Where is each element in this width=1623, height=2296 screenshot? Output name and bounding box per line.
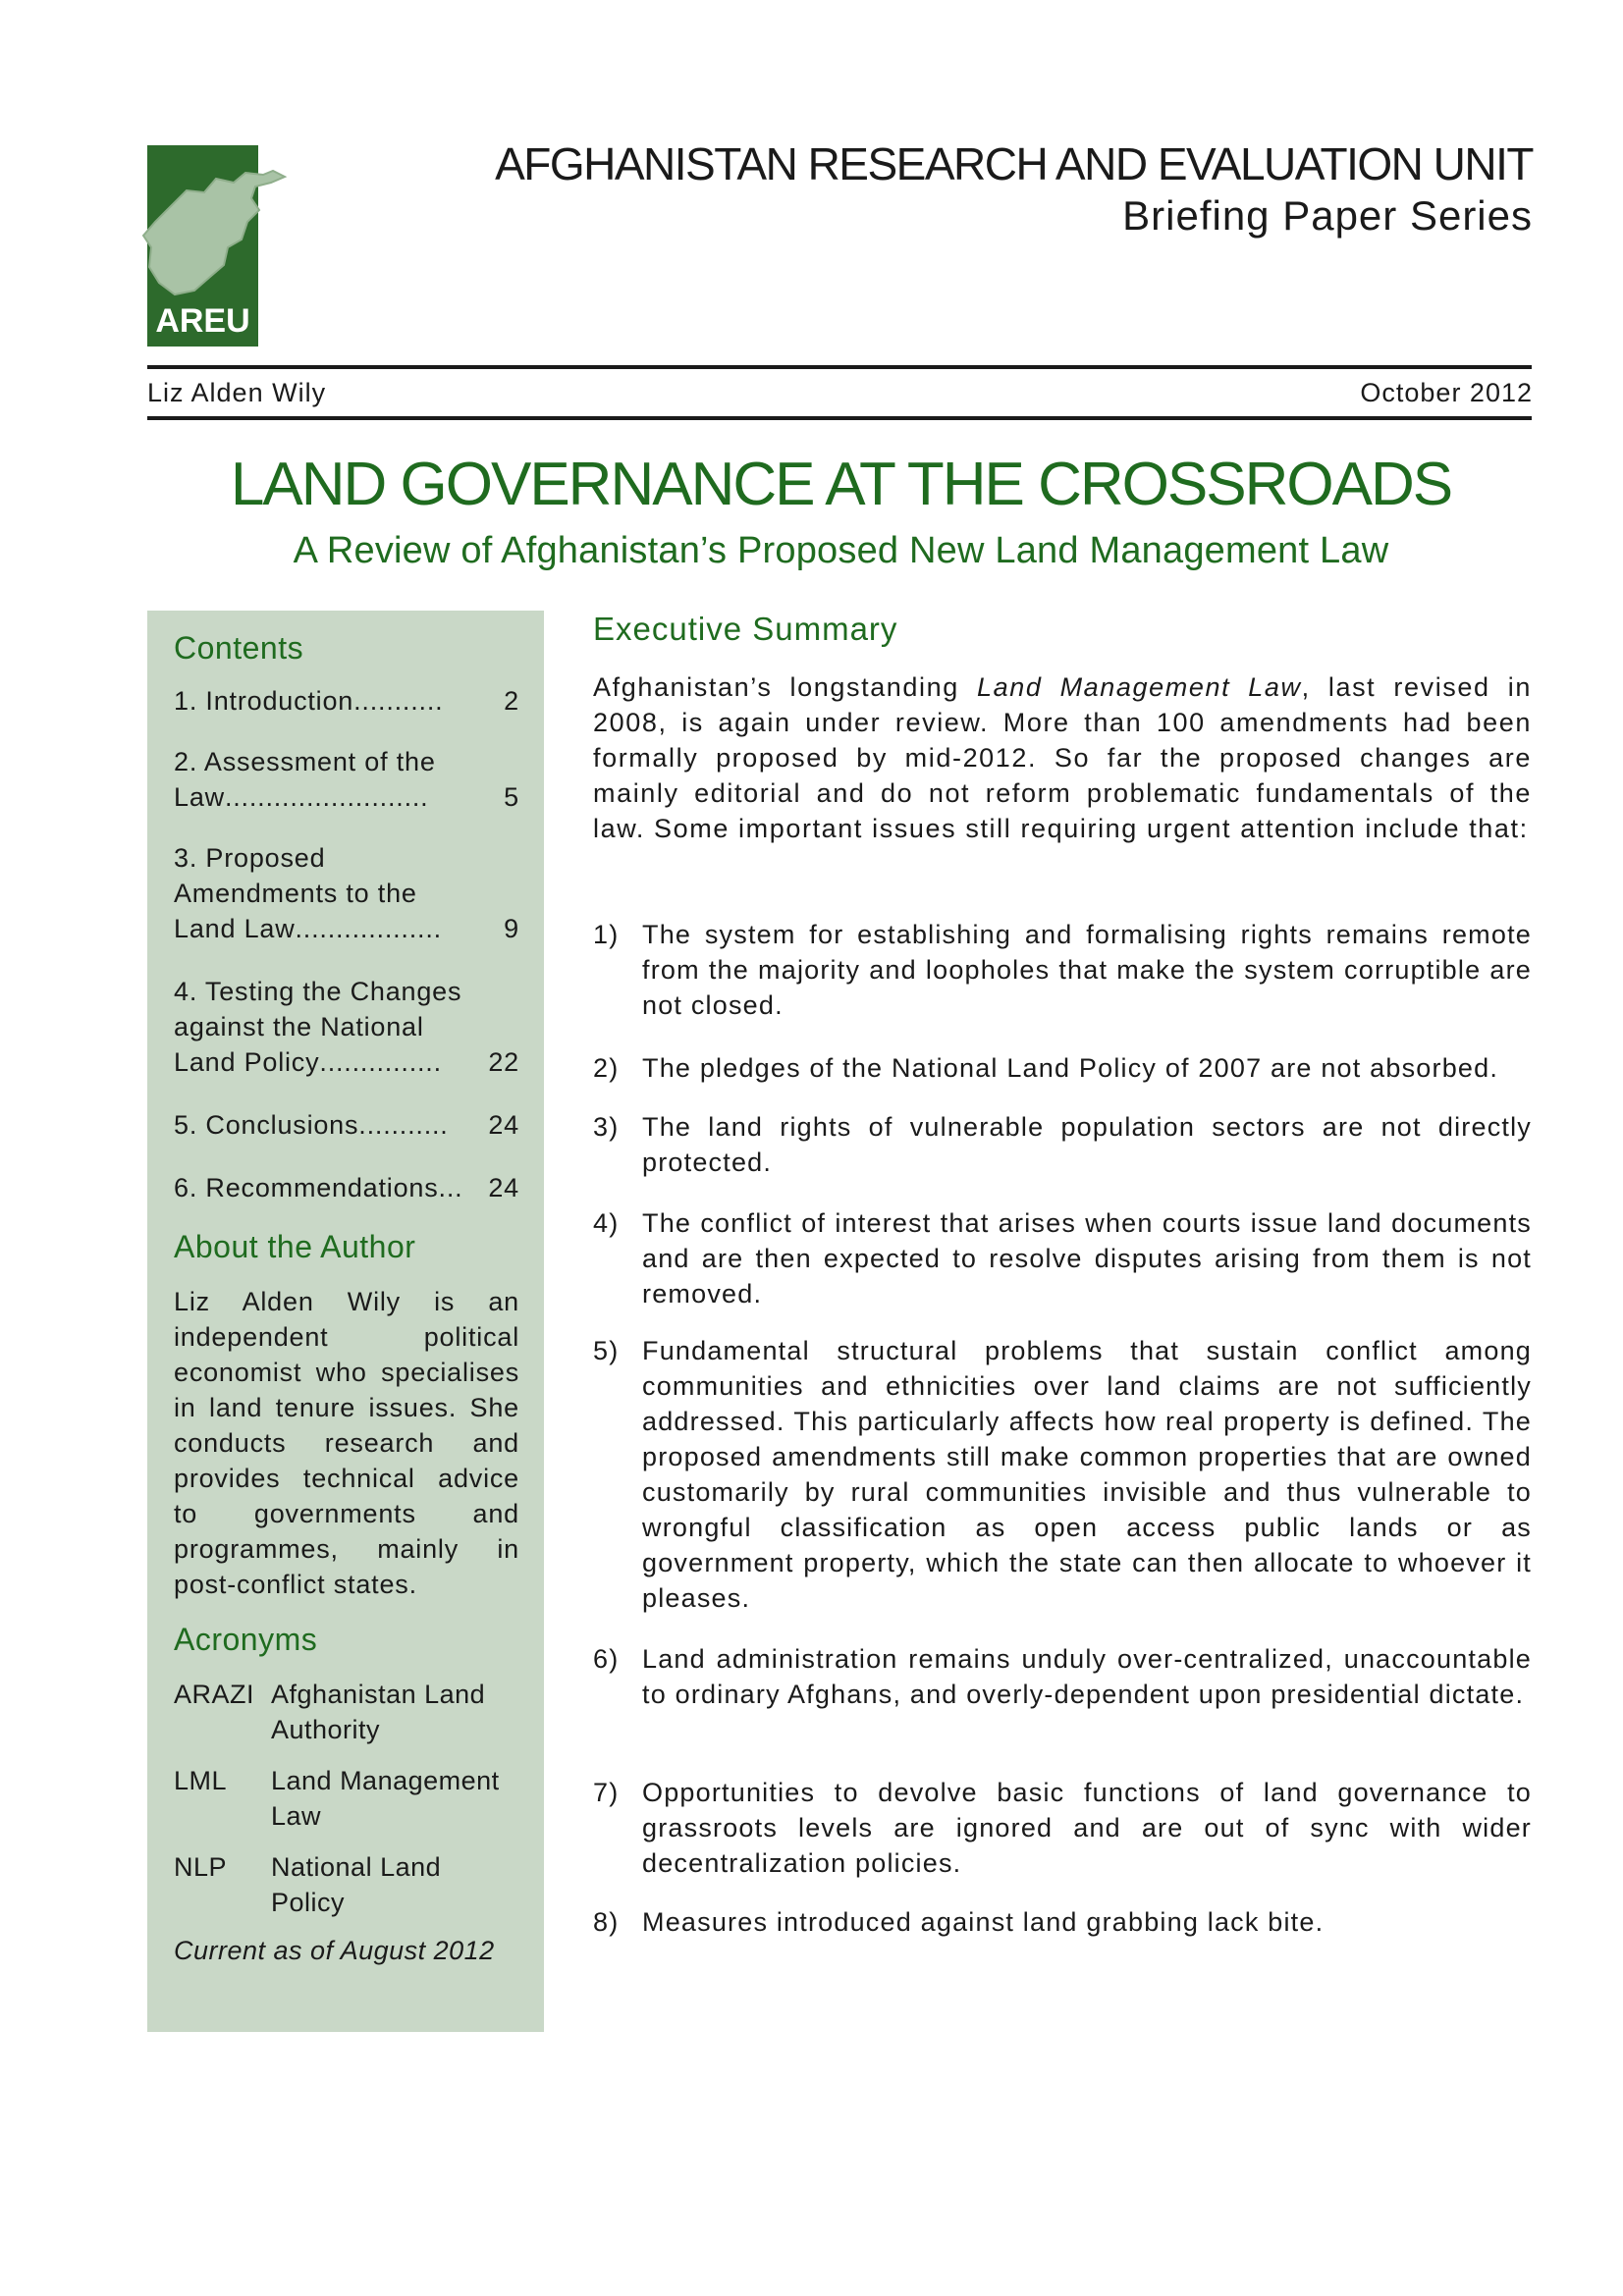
toc-label: 1. Introduction — [174, 686, 354, 716]
logo-text: AREU — [155, 302, 250, 340]
item-number: 5) — [593, 1336, 620, 1365]
afghanistan-map-icon — [126, 153, 293, 320]
item-text: Opportunities to devolve basic functions of land governance to grassroots levels are ignored and are out of sync with wider decentralization policies. — [642, 1778, 1532, 1878]
acronym-term: LML — [174, 1766, 228, 1795]
acronym-row — [174, 1677, 519, 1747]
summary-item — [593, 1109, 1532, 1180]
item-number: 6) — [593, 1644, 620, 1674]
acronym-term: NLP — [174, 1852, 228, 1882]
acronyms-heading: Acronyms — [174, 1622, 318, 1657]
summary-item — [593, 1050, 1532, 1086]
summary-item — [593, 1641, 1532, 1712]
summary-intro: Afghanistan’s longstanding Land Management Law, last revised in 2008, is again under review. More than 100 amendments had been formally proposed by mid-2012. So far the proposed changes are mainly editorial and do not reform problematic fundamentals of the law. Some important issues still requiring urgent attention include that: — [593, 672, 1532, 843]
item-number: 2) — [593, 1053, 620, 1083]
toc-item-4[interactable]: 4. Testing the Changes against the National Land Policy ............... 22 — [174, 974, 519, 1080]
acronym-definition: Land Management Law — [271, 1766, 500, 1831]
toc-item-6[interactable] — [174, 1170, 519, 1205]
toc-dots: ............... — [319, 1047, 442, 1077]
publication-date: October 2012 — [1360, 378, 1533, 407]
page-title: LAND GOVERNANCE AT THE CROSSROADS — [230, 451, 1452, 518]
acronym-definition: Afghanistan Land Authority — [271, 1680, 486, 1744]
toc-label: 2. Assessment of the — [174, 747, 436, 776]
toc-label: 6. Recommendations — [174, 1173, 439, 1202]
acronym-row — [174, 1763, 519, 1834]
item-text: The system for establishing and formalising rights remains remote from the majority and loopholes that make the system corruptible are not closed. — [642, 920, 1532, 1020]
summary-item — [593, 1904, 1532, 1940]
toc-dots: ... — [438, 1173, 463, 1202]
toc-item-5[interactable] — [174, 1107, 519, 1143]
item-text: Fundamental structural problems that sustain conflict among communities and ethnicities over land claims are not sufficiently addressed. This particularly affects how real property is defined. The proposed amendments still make common properties that are owned customarily by rural communities invisible and thus vulnerable to wrongful classification as open access public lands or as government property, which the state can then allocate to whoever it pleases. — [642, 1336, 1532, 1613]
toc-dots: .................. — [295, 914, 442, 943]
author-bio: Liz Alden Wily is an independent political economist who specialises in land tenure issues. She conducts research and provides technical advice to governments and programmes, mainly in post-conflict states. — [174, 1287, 519, 1599]
item-text: Measures introduced against land grabbing lack bite. — [642, 1907, 1325, 1937]
summary-item — [593, 1775, 1532, 1881]
toc-page: 24 — [488, 1173, 519, 1202]
item-number: 7) — [593, 1778, 620, 1807]
author-name: Liz Alden Wily — [147, 378, 327, 407]
toc-page: 24 — [488, 1110, 519, 1140]
toc-item-1[interactable] — [174, 683, 519, 719]
toc-page: 22 — [488, 1047, 519, 1077]
org-title: AFGHANISTAN RESEARCH AND EVALUATION UNIT — [495, 138, 1533, 189]
page-subtitle: A Review of Afghanistan’s Proposed New Land Management Law — [293, 530, 1389, 571]
summary-item — [593, 917, 1532, 1023]
acronym-definition: National Land Policy — [271, 1852, 442, 1917]
series-title: Briefing Paper Series — [1122, 192, 1533, 239]
toc-label: 5. Conclusions — [174, 1110, 359, 1140]
law-name: Land Management Law — [977, 672, 1302, 702]
item-text: Land administration remains unduly over-centralized, unaccountable to ordinary Afghans, and overly-dependent upon presidential dictate. — [642, 1644, 1532, 1709]
toc-dots: ........... — [353, 686, 444, 716]
item-number: 1) — [593, 920, 620, 949]
sidebar — [147, 611, 544, 2032]
toc-page: 2 — [504, 686, 519, 716]
item-text: The conflict of interest that arises when courts issue land documents and are then expected to resolve disputes arising from them is not removed. — [642, 1208, 1532, 1308]
toc-item-2[interactable]: 2. Assessment of the Law ......................... 5 — [174, 744, 519, 815]
toc-dots: ......................... — [224, 782, 429, 812]
summary-item — [593, 1205, 1532, 1311]
toc-page: 9 — [504, 914, 519, 943]
item-number: 8) — [593, 1907, 620, 1937]
header-rule-bottom — [147, 416, 1532, 420]
areu-logo — [147, 145, 258, 347]
summary-item — [593, 1333, 1532, 1616]
acronym-row — [174, 1849, 519, 1920]
contents-heading: Contents — [174, 630, 304, 666]
item-number: 4) — [593, 1208, 620, 1238]
header-rule-top — [147, 365, 1532, 369]
current-as-of: Current as of August 2012 — [174, 1936, 495, 1965]
toc-page: 5 — [504, 782, 519, 812]
acronym-term: ARAZI — [174, 1680, 255, 1709]
about-heading: About the Author — [174, 1229, 416, 1264]
item-number: 3) — [593, 1112, 620, 1142]
toc-item-3[interactable]: 3. Proposed Amendments to the Land Law .................. 9 — [174, 840, 519, 946]
item-text: The pledges of the National Land Policy of 2007 are not absorbed. — [642, 1053, 1499, 1083]
toc-dots: ........... — [358, 1110, 449, 1140]
item-text: The land rights of vulnerable population sectors are not directly protected. — [642, 1112, 1532, 1177]
executive-summary-heading: Executive Summary — [593, 611, 898, 647]
